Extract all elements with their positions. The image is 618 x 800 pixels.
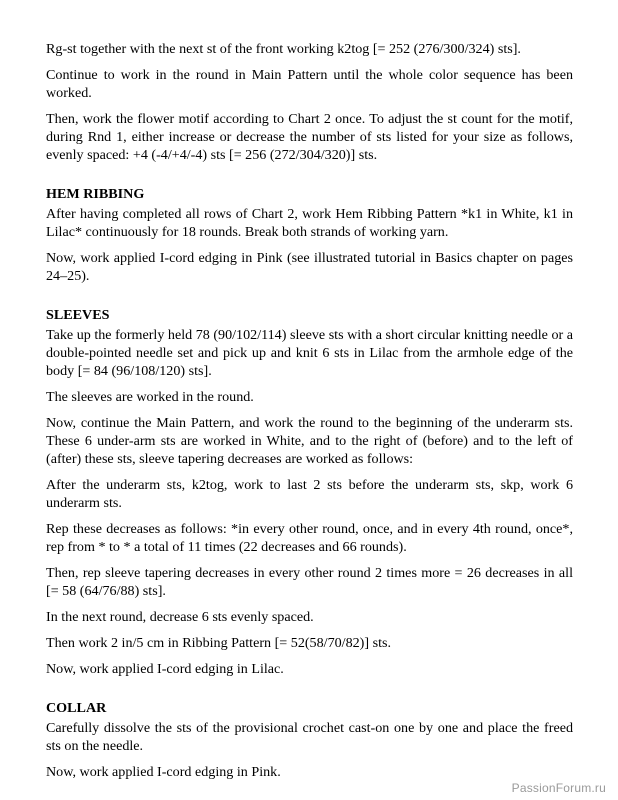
watermark-text: PassionForum.ru	[511, 781, 606, 795]
intro-paragraph-3: Then, work the flower motif according to Chart 2 once. To adjust the st count for the motif, during Rnd 1, either increase or decrease the number of sts listed for your size as follows, evenly spaced: +4 (-4/+4/-4) sts [= 256 (272/304/320)] sts.	[46, 111, 573, 163]
sleeves-paragraph-2: The sleeves are worked in the round.	[46, 389, 254, 405]
sleeves-paragraph-4: After the underarm sts, k2tog, work to last 2 sts before the underarm sts, skp, work 6 underarm sts.	[46, 477, 573, 511]
sleeves-paragraph-5: Rep these decreases as follows: *in every other round, once, and in every 4th round, once*, rep from * to * a total of 11 times (22 decreases and 66 rounds).	[46, 521, 573, 555]
hem-ribbing-heading: HEM RIBBING	[46, 186, 145, 202]
sleeves-paragraph-3: Now, continue the Main Pattern, and work the round to the beginning of the underarm sts. These 6 under-arm sts are worked in White, and to the right of (before) and to the left of (after) these sts, sleeve tapering decreases are worked as follows:	[46, 415, 573, 467]
sleeves-paragraph-8: Then work 2 in/5 cm in Ribbing Pattern [= 52(58/70/82)] sts.	[46, 635, 391, 651]
sleeves-paragraph-6: Then, rep sleeve tapering decreases in every other round 2 times more = 26 decreases in all [= 58 (64/76/88) sts].	[46, 565, 573, 599]
hem-paragraph-2: Now, work applied I-cord edging in Pink (see illustrated tutorial in Basics chapter on pages 24–25).	[46, 250, 573, 284]
collar-paragraph-2: Now, work applied I-cord edging in Pink.	[46, 764, 281, 780]
intro-paragraph-1: Rg-st together with the next st of the front working k2tog [= 252 (276/300/324) sts].	[46, 41, 521, 57]
collar-paragraph-1: Carefully dissolve the sts of the provisional crochet cast-on one by one and place the freed sts on the needle.	[46, 720, 573, 754]
document-page	[46, 40, 573, 789]
sleeves-paragraph-7: In the next round, decrease 6 sts evenly spaced.	[46, 609, 314, 625]
collar-heading: COLLAR	[46, 700, 107, 716]
intro-paragraph-2: Continue to work in the round in Main Pattern until the whole color sequence has been worked.	[46, 67, 573, 101]
sleeves-heading: SLEEVES	[46, 307, 110, 323]
sleeves-paragraph-1: Take up the formerly held 78 (90/102/114) sleeve sts with a short circular knitting needle or a double-pointed needle set and pick up and knit 6 sts in Lilac from the armhole edge of the body [= 84 (96/108/120) sts].	[46, 327, 573, 379]
hem-paragraph-1: After having completed all rows of Chart 2, work Hem Ribbing Pattern *k1 in White, k1 in Lilac* continuously for 18 rounds. Break both strands of working yarn.	[46, 206, 573, 240]
sleeves-paragraph-9: Now, work applied I-cord edging in Lilac.	[46, 661, 284, 677]
